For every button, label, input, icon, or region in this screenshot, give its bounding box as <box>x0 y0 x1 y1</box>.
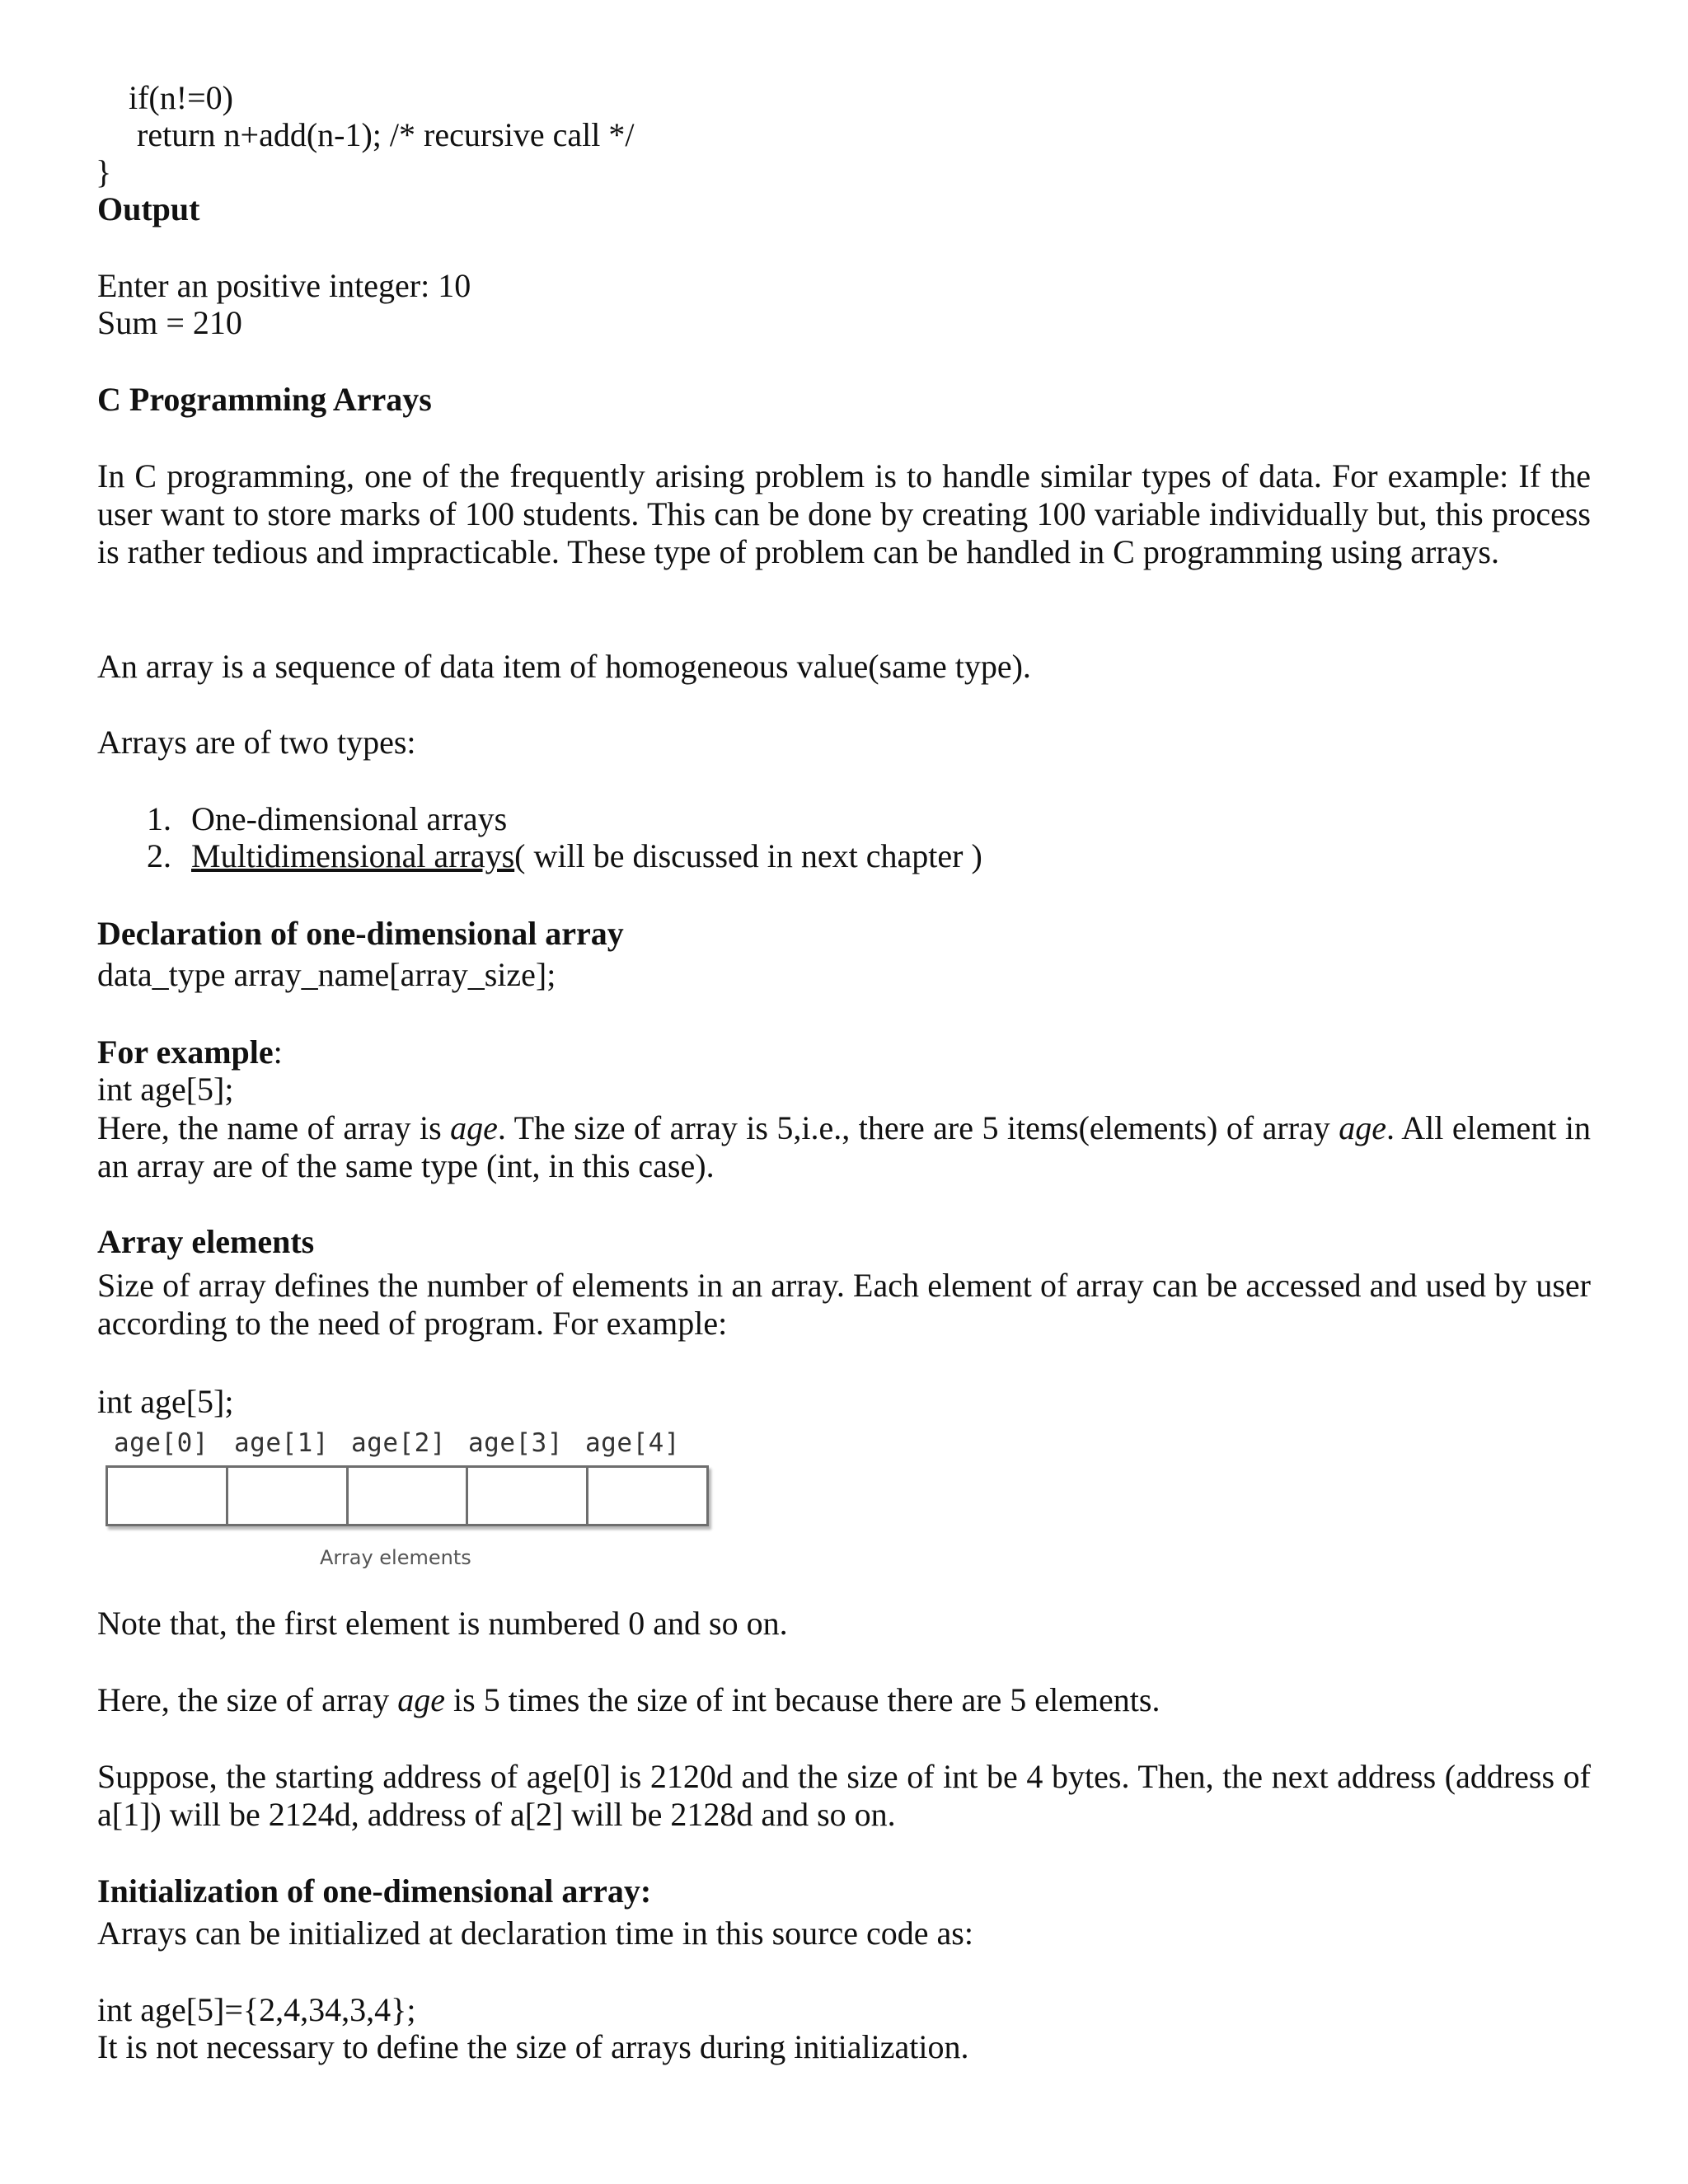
array-cell <box>228 1468 349 1524</box>
declaration-syntax: data_type array_name[array_size]; <box>97 956 556 993</box>
array-elements-paragraph: Size of array defines the number of elements in an array. Each element of array can be accessed and used by user according to the need of program. For example: <box>97 1267 1591 1342</box>
array-elements-heading: Array elements <box>97 1223 315 1260</box>
initialization-intro: Arrays can be initialized at declaration time in this source code as: <box>97 1915 973 1952</box>
multidimensional-arrays-link[interactable]: Multidimensional arrays <box>191 837 515 874</box>
text-run: . The size of array is 5,i.e., there are 5 items(elements) of array <box>497 1109 1339 1146</box>
address-paragraph: Suppose, the starting address of age[0] is 2120d and the size of int be 4 bytes. Then, the next address (address of a[1]) will be 2124d, address of a[2] will be 2128d and so on. <box>97 1758 1591 1833</box>
index-label: age[3] <box>468 1428 563 1458</box>
example-paragraph <box>97 1109 1591 1185</box>
example-code: int age[5]; <box>97 1071 234 1108</box>
text-run: . All element in an array are of the same type (int, in this case). <box>97 1109 1591 1184</box>
italic-age: age <box>450 1109 498 1146</box>
example-heading: For example <box>97 1033 274 1071</box>
array-cell <box>468 1468 588 1524</box>
array-size-sentence <box>97 1681 1160 1719</box>
diagram-caption: Array elements <box>320 1546 471 1569</box>
array-cell <box>349 1468 469 1524</box>
initialization-heading: Initialization of one-dimensional array: <box>97 1872 652 1910</box>
index-label: age[1] <box>234 1428 329 1458</box>
output-line-prompt: Enter an positive integer: 10 <box>97 267 471 304</box>
list-text: One-dimensional arrays <box>191 800 508 837</box>
italic-age: age <box>1339 1109 1386 1146</box>
array-elements-code: int age[5]; <box>97 1383 234 1420</box>
array-cell <box>108 1468 228 1524</box>
code-line-if: if(n!=0) <box>129 79 233 116</box>
list-suffix: ( will be discussed in next chapter ) <box>514 837 982 874</box>
output-line-sum: Sum = 210 <box>97 304 242 341</box>
text-run: Here, the name of array is <box>97 1109 451 1146</box>
text-run: is 5 times the size of int because there are 5 elements. <box>445 1681 1160 1718</box>
initialization-code: int age[5]={2,4,34,3,4}; <box>97 1991 416 2028</box>
array-types-list-item-2 <box>147 837 982 875</box>
index-label: age[4] <box>585 1428 680 1458</box>
text-run: Here, the size of array <box>97 1681 398 1718</box>
list-number: 2. <box>147 837 171 874</box>
code-line-brace: } <box>96 153 112 190</box>
element-numbering-note: Note that, the first element is numbered 0 and so on. <box>97 1605 788 1642</box>
initialization-note: It is not necessary to define the size of arrays during initialization. <box>97 2028 969 2065</box>
code-line-return: return n+add(n-1); /* recursive call */ <box>137 116 635 153</box>
output-heading: Output <box>97 190 200 227</box>
arrays-heading: C Programming Arrays <box>97 381 432 418</box>
index-label: age[0] <box>114 1428 209 1458</box>
italic-age: age <box>397 1681 446 1718</box>
list-number: 1. <box>147 800 171 837</box>
array-cell <box>588 1468 706 1524</box>
example-colon: : <box>273 1033 283 1071</box>
array-diagram <box>102 1429 712 1586</box>
array-types-list-item-1 <box>147 800 507 838</box>
arrays-intro-paragraph: In C programming, one of the frequently arising problem is to handle similar types of data. For example: If the user want to store marks of 100 students. This can be done by creating 100 variable individually but, this process is rather tedious and impracticable. These type of problem can be handled in C programming using arrays. <box>97 457 1591 570</box>
array-definition: An array is a sequence of data item of homogeneous value(same type). <box>97 648 1031 685</box>
declaration-heading: Declaration of one-dimensional array <box>97 915 624 952</box>
array-cells <box>106 1465 709 1526</box>
index-label: age[2] <box>351 1428 446 1458</box>
example-heading-line <box>97 1033 283 1071</box>
array-types-intro: Arrays are of two types: <box>97 724 416 761</box>
